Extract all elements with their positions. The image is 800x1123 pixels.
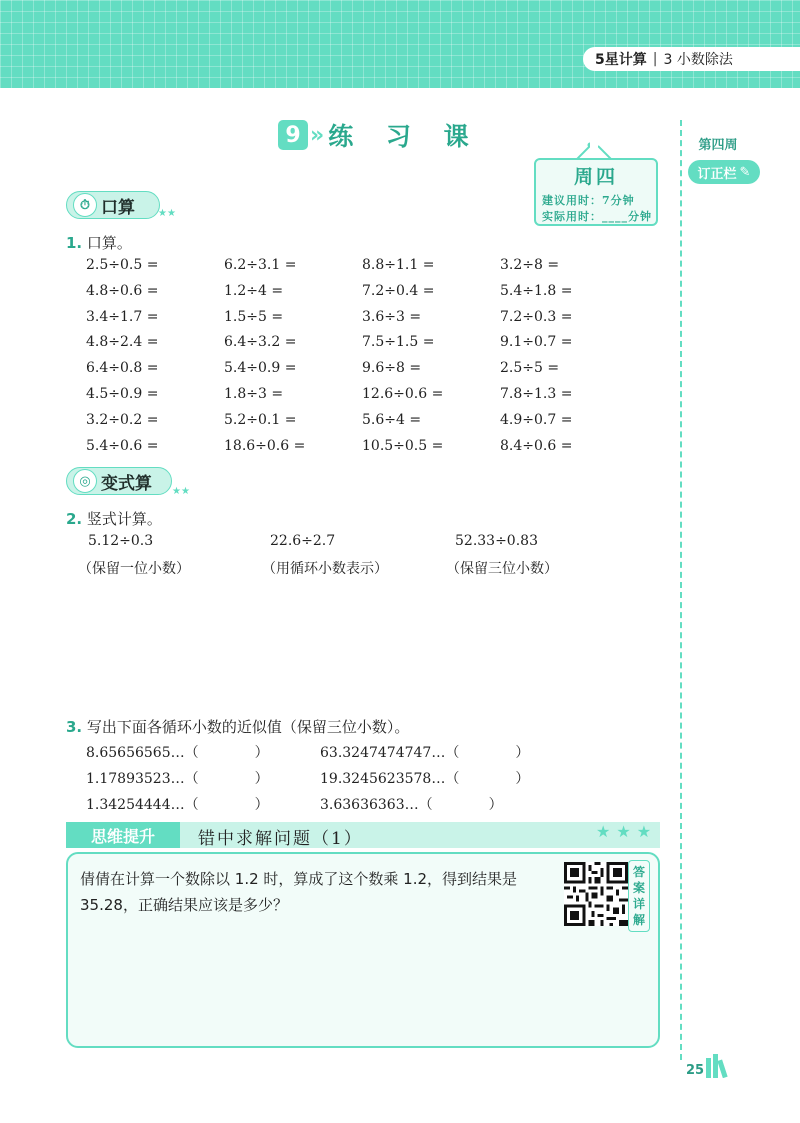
oral-calc-item: 4.5÷0.9 = xyxy=(86,386,159,402)
question-2-title xyxy=(66,508,162,529)
oral-calc-item: 5.6÷4 = xyxy=(362,411,422,428)
oral-calc-item: 6.4÷0.8 = xyxy=(86,360,159,377)
pencil-icon: ✎ xyxy=(739,164,751,180)
oral-calc-item: 3.4÷1.7 = xyxy=(86,308,159,325)
section-oral-calc-header xyxy=(66,191,160,219)
stopwatch-icon: ⏱ xyxy=(73,193,97,217)
oral-calc-item: 9.1÷0.7 = xyxy=(500,334,573,351)
actual-time: 实际用时：____分钟 xyxy=(542,210,652,223)
question-1-title xyxy=(66,232,132,253)
star-icon: ★★★ xyxy=(596,822,658,841)
approx-item: 63.3247474747…（ ） xyxy=(320,745,530,761)
thinking-subtitle: 错中求解问题（1） xyxy=(198,829,363,849)
oral-calc-item: 8.8÷1.1 = xyxy=(362,257,435,273)
correction-tag xyxy=(688,160,760,184)
hanger-icon xyxy=(598,142,612,160)
approx-item: 1.17893523…（ ） xyxy=(86,771,269,787)
approx-item: 3.63636363…（ ） xyxy=(320,797,503,813)
vertical-calc-note: （保留一位小数） xyxy=(78,561,190,577)
answer-tag-char: 案 xyxy=(632,881,645,895)
oral-calc-item: 2.5÷5 = xyxy=(500,360,560,377)
target-icon: ◎ xyxy=(73,469,97,493)
approx-item: 19.3245623578…（ ） xyxy=(320,771,530,787)
question-text: 口算。 xyxy=(86,234,132,252)
oral-calc-item: 1.2÷4 = xyxy=(224,282,284,299)
page-number: 25 xyxy=(686,1063,705,1078)
suggested-time: 建议用时：7分钟 xyxy=(542,194,635,207)
approx-item: 8.65656565…（ ） xyxy=(86,745,269,761)
question-number: 1. xyxy=(66,234,83,252)
day-box xyxy=(534,158,658,226)
series-tag xyxy=(583,47,800,71)
oral-calc-item: 18.6÷0.6 = xyxy=(224,437,306,454)
vertical-calc-note: （用循环小数表示） xyxy=(262,561,388,577)
series-brand: 5星计算 xyxy=(595,52,647,68)
problem-text: 倩倩在计算一个数除以 1.2 时，算成了这个数乘 1.2，得到结果是 35.28，正确结果应该是多少？ xyxy=(80,870,518,914)
oral-calc-item: 6.4÷3.2 = xyxy=(224,334,297,351)
oral-calc-item: 7.8÷1.3 = xyxy=(500,386,573,402)
approx-item: 1.34254444…（ ） xyxy=(86,797,269,813)
section-label: 变式算 xyxy=(101,473,152,494)
oral-calc-item: 5.4÷0.9 = xyxy=(224,360,297,377)
answer-tag-char: 解 xyxy=(632,913,645,927)
section-variant-calc-header xyxy=(66,467,172,495)
books-icon xyxy=(706,1054,736,1078)
thinking-label: 思维提升 xyxy=(66,822,180,848)
correction-label: 订正栏 xyxy=(697,166,737,182)
oral-calc-item: 7.2÷0.4 = xyxy=(362,282,435,299)
chevron-right-icon: » xyxy=(310,122,325,148)
lesson-title-text: 练 习 课 xyxy=(328,122,481,151)
answer-detail-tag[interactable] xyxy=(628,860,650,932)
lesson-title xyxy=(278,118,481,152)
vertical-calc-expr: 52.33÷0.83 xyxy=(455,533,538,549)
top-banner xyxy=(0,0,800,88)
star-icon: ★★ xyxy=(172,486,190,497)
series-unit: 3 小数除法 xyxy=(663,52,733,68)
oral-calc-item: 10.5÷0.5 = xyxy=(362,437,444,454)
oral-calc-item: 1.8÷3 = xyxy=(224,386,284,402)
qr-code-icon[interactable] xyxy=(564,862,628,926)
oral-calc-item: 12.6÷0.6 = xyxy=(362,386,444,402)
oral-calc-item: 4.9÷0.7 = xyxy=(500,411,573,428)
oral-calc-item: 5.4÷1.8 = xyxy=(500,282,573,299)
question-number: 3. xyxy=(66,718,83,736)
answer-tag-char: 答 xyxy=(632,865,645,879)
series-separator: | xyxy=(652,51,658,67)
question-text: 写出下面各循环小数的近似值（保留三位小数）。 xyxy=(86,718,410,736)
margin-dashed-line xyxy=(680,120,682,1060)
oral-calc-item: 6.2÷3.1 = xyxy=(224,257,297,273)
oral-calc-item: 7.5÷1.5 = xyxy=(362,334,435,351)
hanger-icon xyxy=(576,142,590,160)
vertical-calc-expr: 22.6÷2.7 xyxy=(270,533,336,549)
question-text: 竖式计算。 xyxy=(86,510,162,528)
vertical-calc-note: （保留三位小数） xyxy=(446,561,558,577)
oral-calc-item: 3.6÷3 = xyxy=(362,308,422,325)
answer-tag-char: 详 xyxy=(632,897,645,911)
oral-calc-item: 2.5÷0.5 = xyxy=(86,257,159,273)
oral-calc-item: 1.5÷5 = xyxy=(224,308,284,325)
question-number: 2. xyxy=(66,510,83,528)
oral-calc-item: 3.2÷0.2 = xyxy=(86,411,159,428)
oral-calc-item: 9.6÷8 = xyxy=(362,360,422,377)
star-icon: ★★ xyxy=(158,208,176,219)
oral-calc-item: 7.2÷0.3 = xyxy=(500,308,573,325)
oral-calc-item: 4.8÷0.6 = xyxy=(86,282,159,299)
lesson-number: 9 xyxy=(278,120,308,150)
day-label: 周四 xyxy=(573,166,618,188)
question-3-title xyxy=(66,716,409,737)
week-label: 第四周 xyxy=(698,138,738,153)
oral-calc-item: 5.4÷0.6 = xyxy=(86,437,159,454)
section-label: 口算 xyxy=(101,197,135,218)
vertical-calc-expr: 5.12÷0.3 xyxy=(88,533,154,549)
oral-calc-item: 3.2÷8 = xyxy=(500,257,560,273)
oral-calc-item: 8.4÷0.6 = xyxy=(500,437,573,454)
oral-calc-item: 4.8÷2.4 = xyxy=(86,334,159,351)
oral-calc-item: 5.2÷0.1 = xyxy=(224,411,297,428)
